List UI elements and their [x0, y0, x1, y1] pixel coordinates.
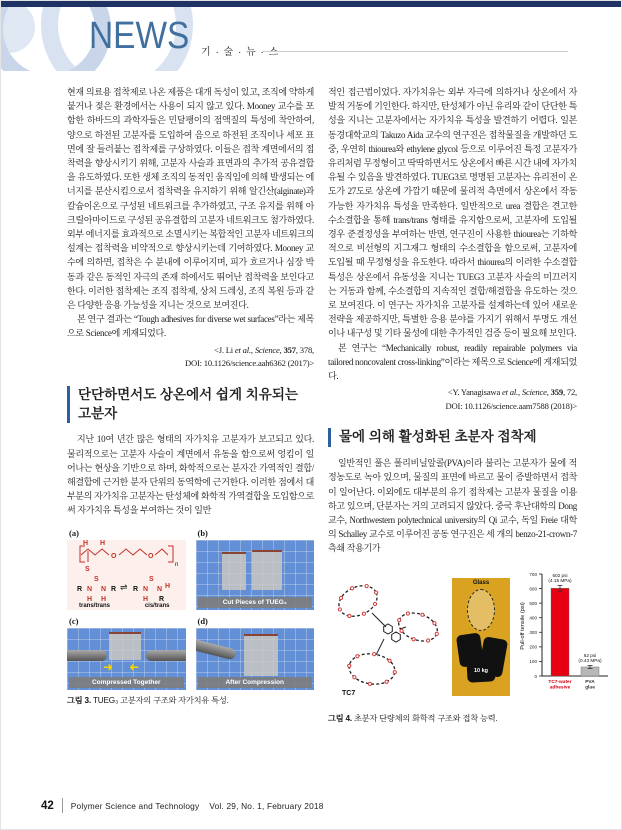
doi-text: DOI: 10.1126/science.aah6362 (2017)> [184, 358, 314, 369]
svg-text:600: 600 [529, 585, 537, 591]
svg-text:R: R [77, 585, 83, 593]
paragraph: 본 연구는 “Mechanically robust, readily repairable polymers via tailored noncovalent cross-linking”이라는 제목으로 Science에 게재되었다. [328, 342, 577, 382]
svg-text:H: H [83, 539, 89, 547]
panel-label-a: (a) [69, 527, 79, 538]
svg-text:S: S [85, 565, 90, 573]
panel-d-caption: After Compression [198, 677, 313, 688]
svg-text:H: H [101, 595, 107, 603]
paragraph: 본 연구 결과는 “Tough adhesives for diverse wet surfaces”라는 제목으로 Science에 게재되었다. [67, 314, 314, 339]
svg-text:adhesive: adhesive [549, 685, 571, 691]
svg-text:300: 300 [529, 629, 537, 635]
svg-text:O: O [111, 552, 117, 560]
paragraph: 현재 의료용 접착제로 나온 제품은 대개 독성이 있고, 조직에 약하게 붙거나 젖은 환경에서는 사용이 되지 않고 있다. Mooney 교수를 포함한 하바드의 과학자들은 민달팽이의 점액질의 특성에 착안하여, 양으로 하전된 고분자를 도입하여 음으로 하전된 조직이나 세포 표면에 잘 들러붙는 접착제를 구상하였다. 이들은 접착 계면에서의 접착력을 향상시키기 위해, 고분자 사슬과 표면과의 추가적 공유결합을 유도하였다. 또한 생체 조직의 동적인 움직임에 의해 발생되는 에너지를 분산시킴으로서 접착력을 유지하기 위해 알긴산(alginate)과 칼슘이온으로 구성된 네트워크를 추가하였고, 구조 유지를 위해 아크릴아마이드로 구성된 공유결합의 고분자 네트워크도 첨가하였다. 외부 에너지를 효과적으로 소멸시키는 복합적인 고분자 네트워크의 설계는 접착력을 비약적으로 향상시키는데 기여하였다. Mooney 교수에 의하면, 접착은 수 분내에 이루어지며, 피가 흐르거나 심장 박동과 같은 동적인 자극의 존재 하에서도 뛰어난 접착력을 보인다고 한다. 이러한 접착제는 조직 접착제, 상처 드레싱, 조직 복원 등과 같은 다양한 응용 가능성을 지니는 것으로 보여진다. [67, 87, 314, 311]
cut-piece [252, 550, 282, 590]
thiourea-structure-drawing [67, 540, 185, 610]
svg-text:(0.43 MPa): (0.43 MPa) [578, 657, 602, 663]
svg-text:TC7-water: TC7-water [548, 679, 572, 685]
svg-text:H: H [165, 582, 171, 590]
svg-text:R: R [159, 595, 165, 603]
citation-left: <J. Li et al., Science, 357, 378, DOI: 10.1126/science.aah6362 (2017)> [67, 344, 314, 371]
svg-text:(4.15 MPa): (4.15 MPa) [548, 577, 572, 583]
weight-label: 10 kg [473, 667, 489, 674]
svg-text:200: 200 [529, 644, 537, 650]
figure3-cell-b [196, 528, 315, 610]
paragraph: 지난 10여 년간 많은 형태의 자가치유 고분자가 보고되고 있다. 물리적으로는 고분자 사슬이 계면에서 유동을 함으로써 엉킴이 일어나는 현상을 기반으로 하며, 화학적으로는 분자간 가역적인 결합/해결합에 근거한 분자 단위의 동역학에 근거한다. 이러한 점에서 대부분의 자가치유 고분자는 탄성체에 화학적 가역결합을 도입함으로써 자가치유 특성을 부여하는 것이 일반 [67, 434, 314, 516]
cis-trans-label: cis/trans [144, 602, 170, 609]
svg-text:R: R [111, 585, 117, 593]
svg-text:62 psi: 62 psi [583, 652, 597, 658]
figure3-panel-c-photo [67, 628, 186, 690]
section-title-supramolecular-adhesive: 물에 의해 활성화된 초분자 접착제 [328, 428, 577, 447]
svg-text:H: H [143, 595, 149, 603]
tc7-label: TC7 [342, 689, 356, 697]
healed-piece [109, 632, 141, 660]
glass-label: Glass [472, 579, 490, 586]
svg-text:602 psi: 602 psi [552, 572, 568, 578]
page-number: 42 [41, 799, 54, 812]
figure4-caption: 그림 4. 초분자 단량체의 화학적 구조와 접착 능력. [328, 713, 498, 723]
news-subtitle: 기 · 술 · 뉴 · 스 [201, 47, 280, 58]
svg-text:H: H [100, 539, 106, 547]
panel-label-c: (c) [69, 615, 79, 626]
figure3-panel-a-structure [67, 540, 186, 610]
svg-text:n: n [175, 561, 179, 568]
right-column [328, 85, 602, 724]
crown-ether-drawing [328, 575, 446, 699]
tweezer [67, 650, 107, 661]
journal-name: Polymer Science and Technology [70, 800, 200, 811]
svg-text:700: 700 [529, 571, 537, 577]
svg-text:100: 100 [529, 658, 537, 664]
panel-b-caption: Cut Pieces of TUEG₃ [198, 597, 313, 608]
cut-piece [222, 552, 246, 590]
section-title-self-healing: 단단하면서도 상온에서 쉽게 치유되는 고분자 [67, 386, 314, 424]
svg-text:PVA: PVA [585, 679, 595, 685]
adhesion-demo-photo [452, 578, 510, 696]
svg-text:N: N [157, 585, 163, 593]
citation-right: <Y. Yanagisawa et al., Science, 359, 72, DOI: 10.1126/science.aam7588 (2018)> [328, 386, 577, 413]
figure3-caption: 그림 3. TUEG₃ 고분자의 구조와 자가치유 특성. [67, 695, 229, 705]
tweezer [146, 650, 186, 661]
svg-text:0: 0 [534, 673, 537, 679]
svg-text:N: N [143, 585, 149, 593]
svg-text:400: 400 [529, 615, 537, 621]
panel-label-d: (d) [197, 615, 208, 626]
healed-piece [244, 634, 278, 676]
compress-arrow-right: ➜ [103, 659, 114, 674]
compress-arrow-left: ➜ [129, 659, 140, 674]
paragraph: 일반적인 풀은 폴리비닐알콜(PVA)이라 불리는 고분자가 물에 적정농도로 녹아 있으며, 물질의 표면에 바르고 물이 증발하면서 접착이 일어난다. 이외에도 대부분의 유기 접착제는 고분자 물질을 이용하고 있으며, 단분자는 거의 고려되지 않았다. 중국 후난대학의 Dong 교수, Northwestern polytechnical university의 Qi 교수, 독일 Freie 대학의 Schalley 교수로 이루어진 공동 연구진은 세 개의 benzo-21-crown-7 측쇄 작용기가 [328, 458, 577, 554]
pulloff-tensile-chart [516, 566, 612, 708]
svg-text:N: N [87, 585, 93, 593]
figure-3 [67, 528, 314, 706]
figure3-panel-b-photo [196, 540, 315, 610]
tweezer [196, 638, 237, 660]
doi-text: DOI: 10.1126/science.aam7588 (2018)> [445, 400, 577, 411]
issue-info: Vol. 29, No. 1, February 2018 [209, 800, 324, 811]
figure-4 [328, 566, 602, 724]
figure3-cell-a [67, 528, 186, 610]
svg-text:Pull-off tensile (psi): Pull-off tensile (psi) [520, 601, 526, 650]
svg-text:S: S [149, 575, 154, 583]
glass-slide-outline [467, 589, 495, 631]
page-footer [41, 798, 324, 813]
svg-text:glue: glue [585, 685, 595, 691]
figure3-cell-c [67, 616, 186, 690]
svg-text:N: N [101, 585, 107, 593]
svg-text:O: O [148, 552, 154, 560]
tc7-structure [328, 575, 446, 699]
left-column [67, 85, 314, 724]
header-rule [263, 51, 568, 52]
figure3-panel-d-photo [196, 628, 315, 690]
article-columns [1, 71, 621, 724]
paragraph: 적인 접근법이었다. 자가치유는 외부 자극에 의하거나 상온에서 자발적 거동에 기인한다. 하지만, 탄성체가 아닌 유리와 같이 단단한 특성을 지니는 고분자에서는 자가치유 특성을 발견하기 어렵다. 일본 동경대학교의 Takuzo Aida 교수의 연구진은 접착물질을 개발하던 도중, 우연히 thiourea와 ethylene glycol 등으로 이루어진 특정 고분자가 유리처럼 무정형이고 딱딱하면서도 상온에서 빠른 시간 내에 자가치유될 수 있음을 발견하였다. TUEG3로 명명된 고분자는 유리전이 온도가 27도로 상온에 가깝기 때문에 물리적 측면에서 상온에서 작동 가능한 자가치유 특성을 만족한다. 일반적으로 urea 결합은 견고한 수소결합을 통해 trans/trans 형태를 유지함으로써, 고분자에 도입될 경우 준결정성을 부여하는 반면, 연구진이 사용한 thiourea는 기하학적으로 비선형의 지그재그 형태의 수소결합을 함으로써, 고분자에 도입될 때 무정형성을 유도한다. 따라서 thiourea의 이러한 수소결합 특성은 상온에서 유동성을 지니는 TUEG3 고분자 사슬의 미끄러지는 거동과 함께, 수소결합의 지속적인 결합/해결합을 유도하는 것으로 보여진다. 이 연구는 자가치유 고분자를 설계하는데 있어 새로운 전략을 제공하지만, 특별한 응용 분야를 가지기 위해서 투명도 개선이나 내구성 및 기타 물성에 대한 추가적인 검증 등이 필요해 보인다. [328, 87, 577, 339]
page-header [1, 7, 621, 71]
news-logo: NEWS [89, 15, 190, 57]
svg-text:S: S [94, 575, 99, 583]
panel-c-caption: Compressed Together [69, 677, 184, 688]
figure3-cell-d [196, 616, 315, 690]
svg-text:H: H [87, 595, 93, 603]
svg-text:⇌: ⇌ [120, 581, 128, 592]
svg-text:500: 500 [529, 600, 537, 606]
footer-divider [62, 798, 63, 813]
panel-label-b: (b) [197, 527, 208, 538]
trans-trans-label: trans/trans [79, 602, 111, 609]
svg-text:R: R [133, 585, 139, 593]
